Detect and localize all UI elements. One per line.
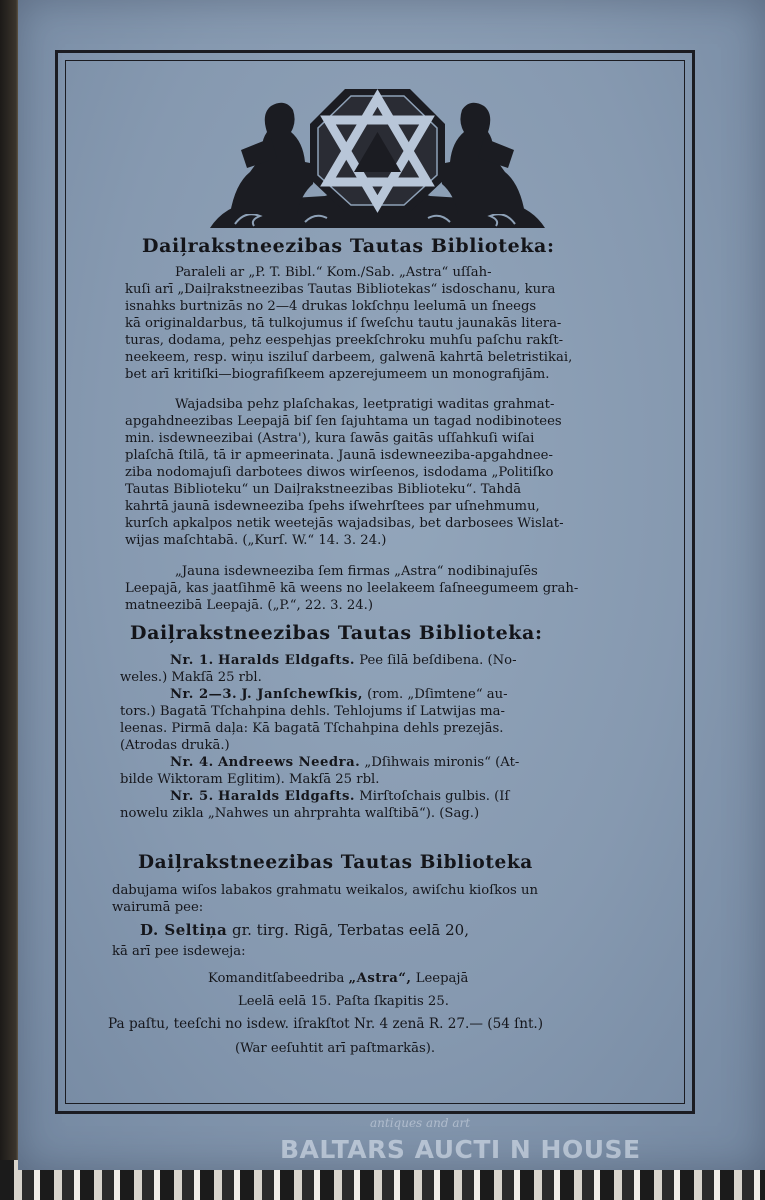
heading-library-title: Daiļrakstneezibas Tautas Biblioteka: [142, 235, 555, 257]
list-item: Nr. 4. Andreews Needra. „Dſihwais mironis“ (At- [170, 755, 520, 770]
paragraph-availability [112, 882, 538, 916]
text-line: kahrtā jaunā isdewneeziba ſpehs iſwehrſtees par uſnehmumu, [125, 499, 540, 514]
text-line: kuſi arī „Daiļrakstneezibas Tautas Bibliotekas“ isdoschanu, kura [125, 282, 556, 297]
list-item: Nr. 2—3. J. Janſchewſkis, (rom. „Dſimtene“ au- [170, 687, 508, 702]
list-item-continuation: bilde Wiktoram Eglitim). Makſā 25 rbl. [120, 772, 380, 787]
text-line: kā originaldarbus, tā tulkojumus iſ ſweſchu tautu jaunakās litera- [125, 316, 562, 331]
distributor-line: D. Seltiņa gr. tirg. Rigā, Terbatas eelā 20, [140, 921, 469, 939]
watermark-auction-house: BALTARS AUCTI N HOUSE [280, 1135, 641, 1164]
heading-library-list: Daiļrakstneezibas Tautas Biblioteka: [130, 622, 543, 644]
publisher-company-line: Komanditſabeedriba „Astra“, Leepajā [208, 971, 469, 986]
publisher-emblem-icon [205, 84, 550, 232]
publisher-intro: kā arī pee isdeweja: [112, 944, 246, 959]
text-line: wijas maſchtabā. („Kurſ. W.“ 14. 3. 24.) [125, 533, 387, 548]
list-item: Nr. 5. Haralds Eldgafts. Mirſtoſchais gulbis. (Iſ [170, 789, 510, 804]
text-line: matneezibā Leepajā. („P.“, 22. 3. 24.) [125, 598, 373, 613]
text-line: bet arī kritiſki—biografiſkeem apzerejumeem un monografijām. [125, 367, 550, 382]
mail-order-note: Pa paſtu, teeſchi no isdew. iſrakſtot Nr. 4 zenā R. 27.— (54 ſnt.) [108, 1016, 544, 1032]
list-item-continuation: leenas. Pirmā daļa: Kā bagatā Tſchahpina dehls prezejās. [120, 721, 504, 736]
text-line: plaſchā ſtilā, tā ir apmeerinata. Jaunā isdewneeziba-apgahdnee- [125, 448, 553, 463]
text-line: dabujama wiſos labakos grahmatu weikalos, awiſchu kioſkos un [112, 883, 538, 898]
text-line: „Jauna isdewneeziba ſem firmas „Astra“ nodibinajuſēs [175, 564, 538, 579]
text-line: kurſch apkalpos netik weetejās wajadsibas, bet darbosees Wislat- [125, 516, 564, 531]
list-item: Nr. 1. Haralds Eldgafts. Pee ſilā beſdibena. (No- [170, 653, 517, 668]
text-line: neekeem, resp. wiņu isziluſ darbeem, galwenā kahrtā beletristikai, [125, 350, 573, 365]
paragraph-press-quote-1 [125, 396, 564, 549]
stamps-note: (War eeſuhtit arī paſtmarkās). [235, 1041, 436, 1056]
heading-library-availability: Daiļrakstneezibas Tautas Biblioteka [138, 852, 533, 873]
text-line: turas, dodama, pehz eespehjas preekſchroku muhſu paſchu rakſt- [125, 333, 564, 348]
book-list [120, 652, 519, 822]
watermark-tagline: antiques and art [370, 1116, 471, 1130]
text-line: Leepajā, kas jaatſihmē kā weens no leelakeem ſaſneegumeem grah- [125, 581, 579, 596]
text-line: Paraleli ar „P. T. Bibl.“ Kom./Sab. „Astra“ uſſah- [175, 265, 492, 280]
publisher-address: Leelā eelā 15. Paſta ſkapitis 25. [238, 994, 449, 1009]
text-line: isnahks burtnizās no 2—4 drukas lokſchņu leelumā un ſneegs [125, 299, 537, 314]
paragraph-press-quote-2 [125, 563, 578, 614]
text-line: ziba nodomajuſi darbotees diwos wirſeenos, isdodama „Politiſko [125, 465, 554, 480]
text-line: apgahdneezibas Leepajā biſ ſen ſajuhtama un tagad nodibinotees [125, 414, 562, 429]
list-item-continuation: (Atrodas drukā.) [120, 738, 230, 753]
list-item-continuation: weles.) Makſā 25 rbl. [120, 670, 262, 685]
text-line: Wajadsiba pehz plaſchakas, leetpratigi waditas grahmat- [175, 397, 555, 412]
text-line: Tautas Biblioteku“ un Daiļrakstneezibas Biblioteku“. Tahdā [125, 482, 522, 497]
list-item-continuation: tors.) Bagatā Tſchahpina dehls. Tehlojums iſ Latwijas ma- [120, 704, 505, 719]
paragraph-intro [125, 264, 572, 383]
text-line: wairumā pee: [112, 900, 204, 915]
list-item-continuation: nowelu zikla „Nahwes un ahrprahta walſtibā“). (Sag.) [120, 806, 480, 821]
text-line: min. isdewneezibai (Astra'), kura ſawās gaitās uſſahkuſi wiſai [125, 431, 535, 446]
